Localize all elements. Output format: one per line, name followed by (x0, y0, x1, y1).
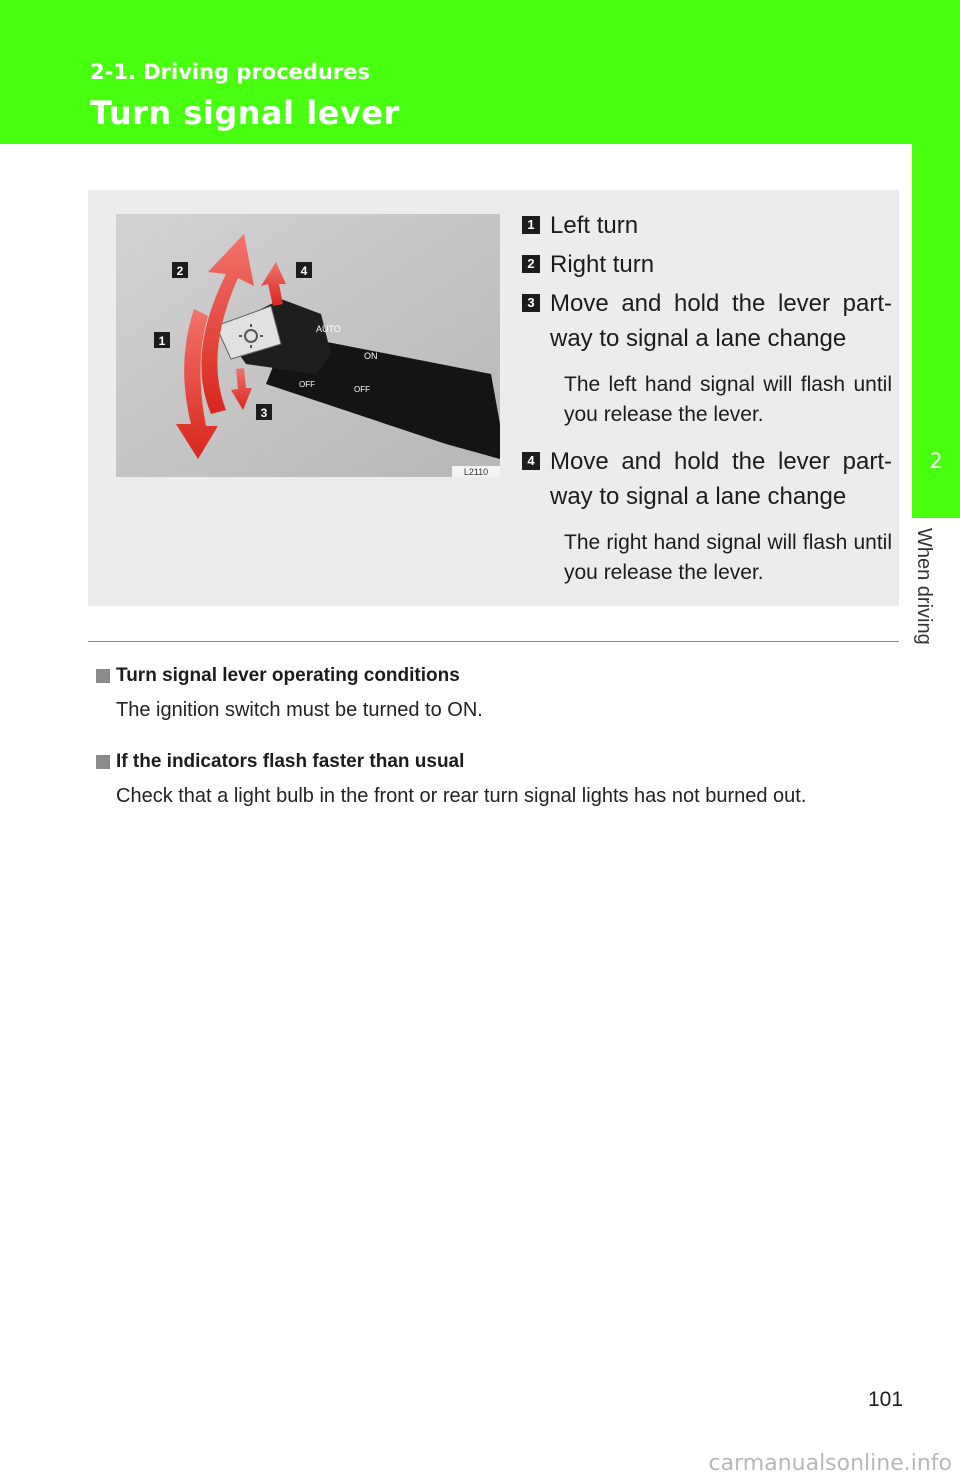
marker-1 (154, 332, 170, 348)
note-heading (96, 751, 876, 773)
legend-description: The left hand signal will flash until you release the lever. (564, 373, 892, 426)
note-operating-conditions (96, 665, 876, 722)
legend-description: The right hand signal will flash until you release the lever. (564, 531, 892, 584)
lever-label-auto: AUTO (316, 324, 341, 334)
note-body: Check that a light bulb in the front or rear turn signal lights has not burned out. (116, 785, 807, 807)
legend-label: Right turn (550, 251, 655, 278)
marker-3 (256, 404, 272, 420)
watermark: carmanualsonline.info (708, 1451, 952, 1476)
lever-diagram (116, 214, 500, 477)
legend-item-lane-change-right (522, 444, 892, 588)
legend (522, 208, 892, 588)
chapter-tab[interactable] (912, 144, 960, 518)
square-bullet-icon (96, 755, 110, 769)
chapter-label (913, 528, 952, 668)
svg-text:2: 2 (176, 264, 184, 278)
chapter-number: 2 (929, 449, 943, 473)
legend-number-badge: 1 (522, 216, 540, 234)
square-bullet-icon (96, 669, 110, 683)
header-bar (0, 0, 960, 144)
legend-label: Left turn (550, 212, 639, 239)
legend-item-left-turn (522, 208, 892, 243)
legend-label: Move and hold the lever part-way to signal a lane change (550, 448, 892, 510)
lever-label-on: ON (364, 351, 378, 361)
legend-number-badge: 3 (522, 294, 540, 312)
note-heading (96, 665, 876, 687)
legend-number-badge: 4 (522, 452, 540, 470)
note-fast-flashing (96, 751, 876, 808)
lever-label-off-2: OFF (354, 385, 370, 394)
legend-item-lane-change-left (522, 286, 892, 430)
turn-signal-lever-illustration (116, 214, 500, 477)
legend-number-badge: 2 (522, 255, 540, 273)
section-divider (88, 641, 899, 642)
note-body: The ignition switch must be turned to ON. (116, 699, 483, 721)
marker-4 (296, 262, 312, 278)
svg-text:3: 3 (260, 406, 268, 420)
legend-label: Move and hold the lever part-way to signal a lane change (550, 290, 892, 352)
svg-text:1: 1 (158, 334, 166, 348)
note-heading-text: If the indicators flash faster than usual (116, 751, 465, 772)
section-label: 2-1. Driving procedures (90, 60, 370, 84)
legend-item-right-turn (522, 247, 892, 282)
page-number: 101 (868, 1388, 904, 1411)
page-title: Turn signal lever (90, 94, 400, 132)
lever-label-off-1: OFF (299, 380, 315, 389)
figure-code: L2110 (463, 467, 489, 477)
svg-text:4: 4 (300, 264, 308, 278)
chapter-label-text: When driving (913, 528, 935, 645)
marker-2 (172, 262, 188, 278)
note-heading-text: Turn signal lever operating conditions (116, 665, 460, 686)
